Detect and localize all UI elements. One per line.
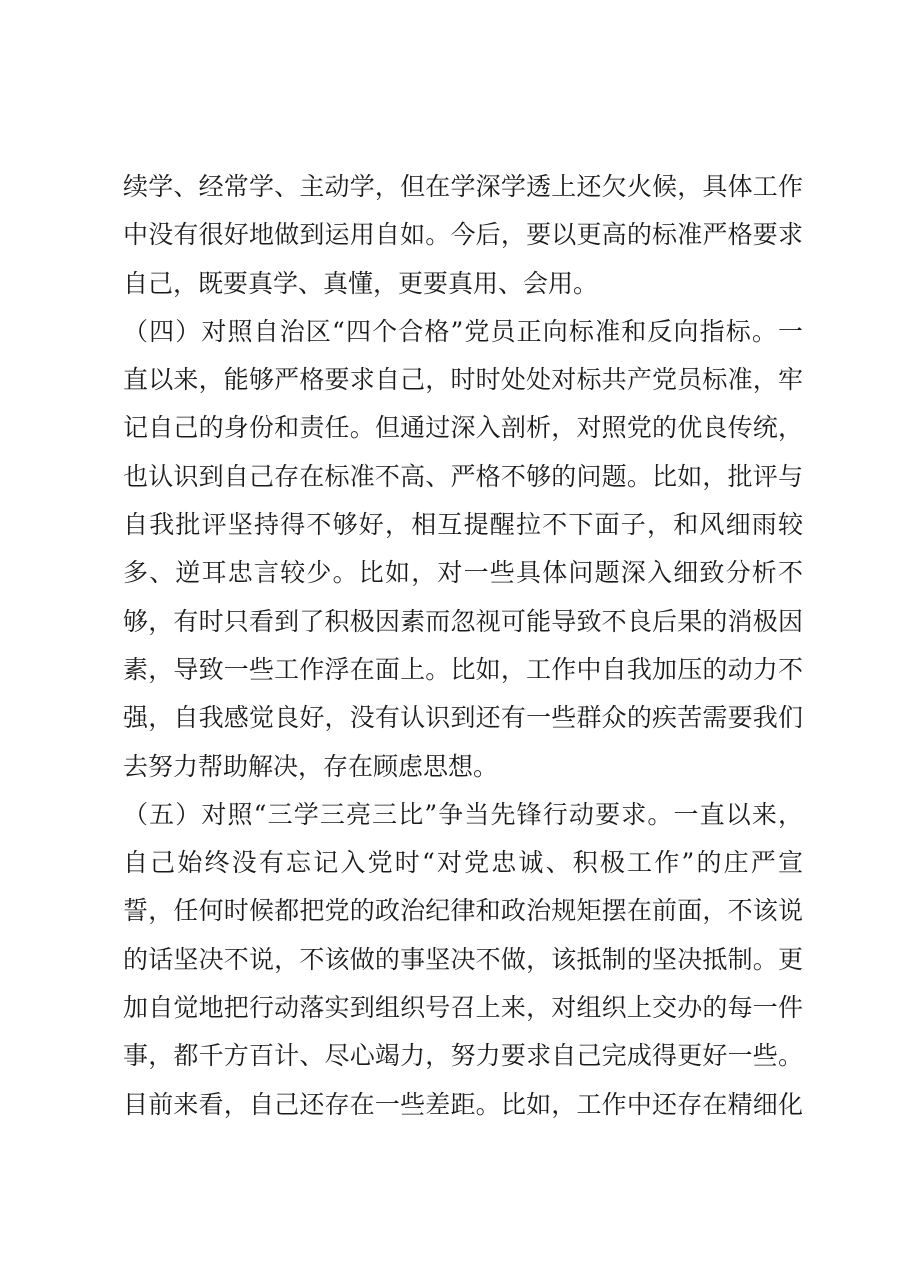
text-line: 自己始终没有忘记入党时“对党忠诚、积极工作”的庄严宣: [123, 848, 803, 878]
text-line: 誓，任何时候都把党的政治纪律和政治规矩摆在前面，不该说: [123, 896, 803, 926]
text-line: 去努力帮助解决，存在顾虑思想。: [123, 751, 499, 781]
text-line: 记自己的身份和责任。但通过深入剖析，对照党的优良传统，: [123, 413, 803, 443]
text-line: （四）对照自治区“四个合格”党员正向标准和反向指标。一: [123, 316, 803, 346]
text-line: 够，有时只看到了积极因素而忽视可能导致不良后果的消极因: [123, 606, 803, 636]
text-line: 直以来，能够严格要求自己，时时处处对标共产党员标准，牢: [123, 365, 803, 395]
text-line: 加自觉地把行动落实到组织号召上来，对组织上交办的每一件: [123, 993, 803, 1023]
text-line: （五）对照“三学三亮三比”争当先锋行动要求。一直以来，: [123, 799, 803, 829]
text-line: 强，自我感觉良好，没有认识到还有一些群众的疾苦需要我们: [123, 703, 803, 733]
text-line: 也认识到自己存在标准不高、严格不够的问题。比如，批评与: [123, 461, 803, 491]
text-line: 目前来看，自己还存在一些差距。比如，工作中还存在精细化: [123, 1089, 803, 1119]
text-line: 续学、经常学、主动学，但在学深学透上还欠火候，具体工作: [123, 172, 803, 201]
text-line: 多、逆耳忠言较少。比如，对一些具体问题深入细致分析不: [123, 558, 803, 588]
body-text: [123, 163, 803, 1129]
text-line: 自己，既要真学、真懂，更要真用、会用。: [123, 268, 599, 298]
text-line: 自我批评坚持得不够好，相互提醒拉不下面子，和风细雨较: [123, 510, 803, 540]
text-line: 素，导致一些工作浮在面上。比如，工作中自我加压的动力不: [123, 654, 803, 684]
text-line: 事，都千方百计、尽心竭力，努力要求自己完成得更好一些。: [123, 1041, 803, 1071]
text-line: 中没有很好地做到运用自如。今后，要以更高的标准严格要求: [123, 220, 803, 250]
text-line: 的话坚决不说，不该做的事坚决不做，该抵制的坚决抵制。更: [123, 944, 803, 974]
